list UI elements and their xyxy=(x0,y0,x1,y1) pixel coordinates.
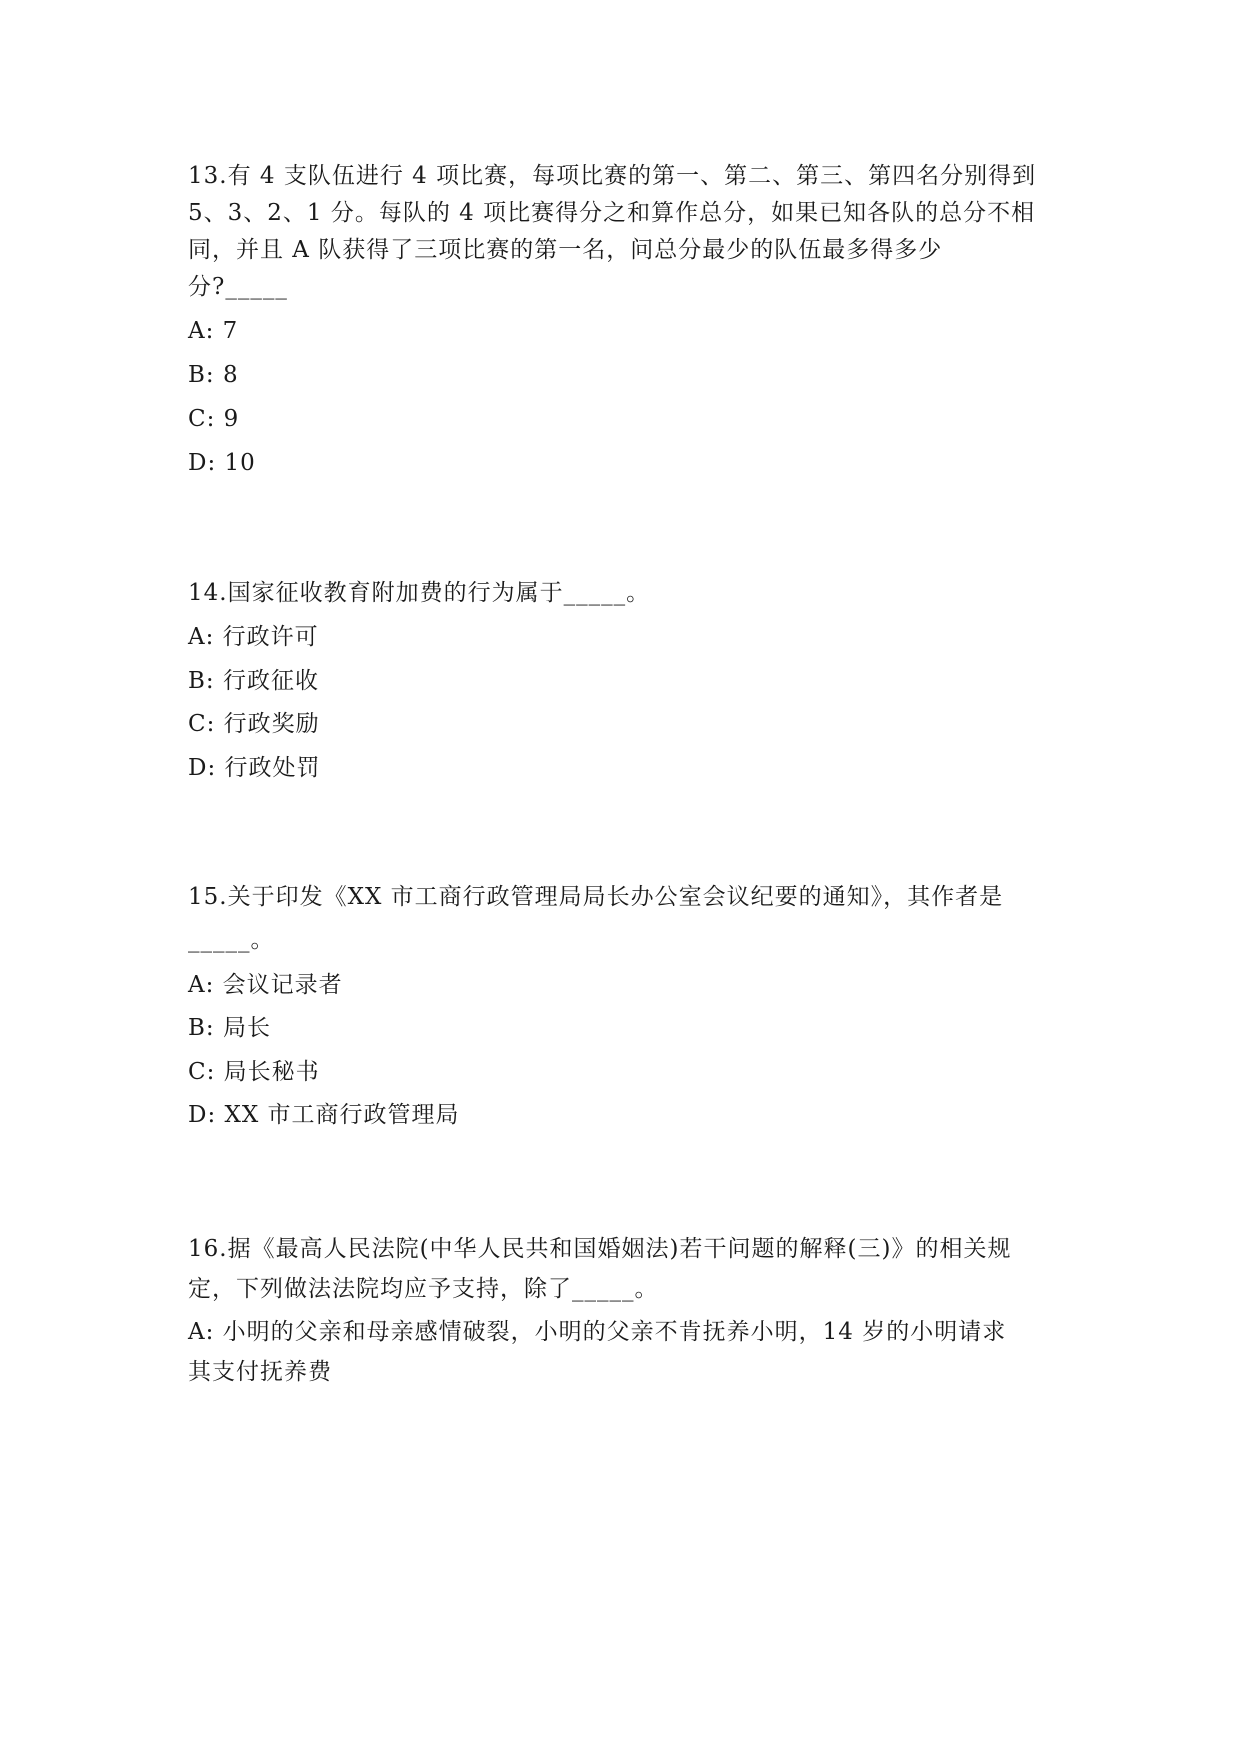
option-a-continued: 其支付抚养费 xyxy=(188,1359,332,1385)
option-d: D: 行政处罚 xyxy=(188,755,321,781)
option-a: A: 会议记录者 xyxy=(188,972,343,998)
option-b: B: 行政征收 xyxy=(188,668,319,694)
option-c: C: 9 xyxy=(188,406,240,432)
question-stem-line: 定，下列做法法院均应予支持，除了_____。 xyxy=(188,1276,659,1302)
question-stem-line: 分?_____ xyxy=(188,274,288,300)
question-stem-line: _____。 xyxy=(188,927,275,953)
question-stem-line: 15.关于印发《XX 市工商行政管理局局长办公室会议纪要的通知》，其作者是 xyxy=(188,884,1004,910)
question-stem-line: 14.国家征收教育附加费的行为属于_____。 xyxy=(188,580,651,606)
option-a: A: 7 xyxy=(188,318,239,344)
option-c: C: 行政奖励 xyxy=(188,711,320,737)
question-stem-line: 16.据《最高人民法院(中华人民共和国婚姻法)若干问题的解释(三)》的相关规 xyxy=(188,1236,1012,1262)
option-b: B: 局长 xyxy=(188,1015,271,1041)
option-a: A: 行政许可 xyxy=(188,624,319,650)
question-stem-line: 同，并且 A 队获得了三项比赛的第一名，问总分最少的队伍最多得多少 xyxy=(188,237,943,263)
option-a: A: 小明的父亲和母亲感情破裂，小明的父亲不肯抚养小明，14 岁的小明请求 xyxy=(188,1319,1007,1345)
option-d: D: XX 市工商行政管理局 xyxy=(188,1102,460,1128)
option-b: B: 8 xyxy=(188,362,239,388)
question-stem-line: 13.有 4 支队伍进行 4 项比赛，每项比赛的第一、第二、第三、第四名分别得到 xyxy=(188,163,1037,189)
question-stem-line: 5、3、2、1 分。每队的 4 项比赛得分之和算作总分，如果已知各队的总分不相 xyxy=(188,200,1036,226)
option-c: C: 局长秘书 xyxy=(188,1059,320,1085)
option-d: D: 10 xyxy=(188,450,256,476)
